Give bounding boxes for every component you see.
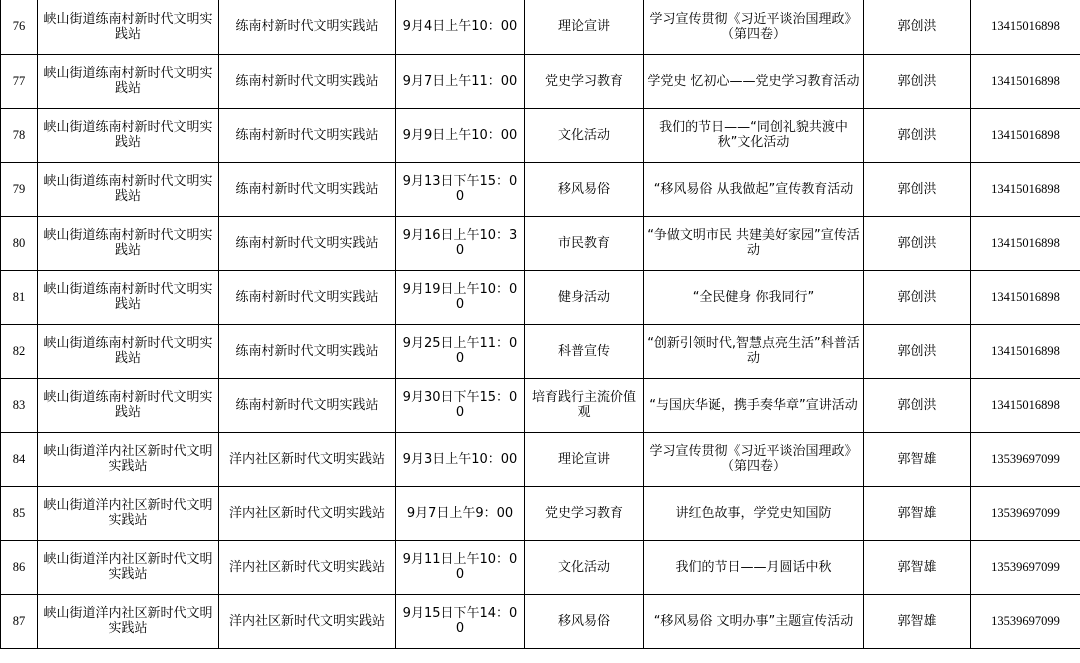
contact-cell: 郭创洪 <box>864 54 971 108</box>
table-row <box>1 486 1080 540</box>
category-cell: 培育践行主流价值观 <box>525 378 644 432</box>
station-cell: 练南村新时代文明实践站 <box>219 270 396 324</box>
contact-cell: 郭智雄 <box>864 432 971 486</box>
phone-cell: 13415016898 <box>971 108 1080 162</box>
street-station-cell: 峡山街道洋内社区新时代文明实践站 <box>38 594 219 648</box>
station-cell: 练南村新时代文明实践站 <box>219 108 396 162</box>
street-station-cell: 峡山街道练南村新时代文明实践站 <box>38 378 219 432</box>
street-station-cell: 峡山街道练南村新时代文明实践站 <box>38 216 219 270</box>
contact-cell: 郭创洪 <box>864 0 971 54</box>
contact-cell: 郭智雄 <box>864 486 971 540</box>
street-station-cell: 峡山街道练南村新时代文明实践站 <box>38 162 219 216</box>
category-cell: 文化活动 <box>525 540 644 594</box>
row-number-cell: 79 <box>1 162 38 216</box>
phone-cell: 13539697099 <box>971 486 1080 540</box>
table-row <box>1 216 1080 270</box>
category-cell: 理论宣讲 <box>525 0 644 54</box>
table-row <box>1 324 1080 378</box>
category-cell: 党史学习教育 <box>525 54 644 108</box>
row-number-cell: 80 <box>1 216 38 270</box>
category-cell: 科普宣传 <box>525 324 644 378</box>
table-row <box>1 378 1080 432</box>
time-cell: 9月25日上午11：00 <box>396 324 525 378</box>
station-cell: 洋内社区新时代文明实践站 <box>219 540 396 594</box>
time-cell: 9月11日上午10：00 <box>396 540 525 594</box>
row-number-cell: 78 <box>1 108 38 162</box>
activity-cell: “创新引领时代,智慧点亮生活”科普活动 <box>644 324 864 378</box>
time-cell: 9月7日上午9：00 <box>396 486 525 540</box>
activity-cell: “与国庆华诞，携手奏华章”宣讲活动 <box>644 378 864 432</box>
table-row <box>1 108 1080 162</box>
time-cell: 9月3日上午10：00 <box>396 432 525 486</box>
phone-cell: 13415016898 <box>971 324 1080 378</box>
table-row <box>1 270 1080 324</box>
table-body <box>1 0 1080 648</box>
activity-cell: “争做文明市民 共建美好家园”宣传活动 <box>644 216 864 270</box>
category-cell: 健身活动 <box>525 270 644 324</box>
activity-cell: 学党史 忆初心——党史学习教育活动 <box>644 54 864 108</box>
row-number-cell: 83 <box>1 378 38 432</box>
activity-cell: 学习宣传贯彻《习近平谈治国理政》（第四卷） <box>644 0 864 54</box>
time-cell: 9月7日上午11：00 <box>396 54 525 108</box>
time-cell: 9月16日上午10：30 <box>396 216 525 270</box>
street-station-cell: 峡山街道练南村新时代文明实践站 <box>38 54 219 108</box>
category-cell: 移风易俗 <box>525 594 644 648</box>
activity-cell: 我们的节日——月圆话中秋 <box>644 540 864 594</box>
street-station-cell: 峡山街道洋内社区新时代文明实践站 <box>38 486 219 540</box>
row-number-cell: 87 <box>1 594 38 648</box>
phone-cell: 13415016898 <box>971 162 1080 216</box>
activity-cell: 讲红色故事，学党史知国防 <box>644 486 864 540</box>
station-cell: 练南村新时代文明实践站 <box>219 378 396 432</box>
time-cell: 9月4日上午10：00 <box>396 0 525 54</box>
street-station-cell: 峡山街道洋内社区新时代文明实践站 <box>38 432 219 486</box>
activity-cell: “全民健身 你我同行” <box>644 270 864 324</box>
contact-cell: 郭创洪 <box>864 216 971 270</box>
category-cell: 移风易俗 <box>525 162 644 216</box>
station-cell: 练南村新时代文明实践站 <box>219 54 396 108</box>
table-row <box>1 540 1080 594</box>
station-cell: 洋内社区新时代文明实践站 <box>219 486 396 540</box>
contact-cell: 郭创洪 <box>864 108 971 162</box>
activity-cell: 我们的节日——“同创礼貌共渡中秋”文化活动 <box>644 108 864 162</box>
time-cell: 9月30日下午15：00 <box>396 378 525 432</box>
row-number-cell: 84 <box>1 432 38 486</box>
activity-cell: “移风易俗 文明办事”主题宣传活动 <box>644 594 864 648</box>
time-cell: 9月15日下午14：00 <box>396 594 525 648</box>
category-cell: 理论宣讲 <box>525 432 644 486</box>
station-cell: 练南村新时代文明实践站 <box>219 0 396 54</box>
contact-cell: 郭创洪 <box>864 270 971 324</box>
time-cell: 9月19日上午10：00 <box>396 270 525 324</box>
table-row <box>1 162 1080 216</box>
phone-cell: 13539697099 <box>971 594 1080 648</box>
station-cell: 洋内社区新时代文明实践站 <box>219 432 396 486</box>
street-station-cell: 峡山街道练南村新时代文明实践站 <box>38 324 219 378</box>
station-cell: 练南村新时代文明实践站 <box>219 216 396 270</box>
time-cell: 9月13日下午15：00 <box>396 162 525 216</box>
street-station-cell: 峡山街道练南村新时代文明实践站 <box>38 270 219 324</box>
contact-cell: 郭智雄 <box>864 540 971 594</box>
street-station-cell: 峡山街道练南村新时代文明实践站 <box>38 108 219 162</box>
row-number-cell: 76 <box>1 0 38 54</box>
contact-cell: 郭创洪 <box>864 324 971 378</box>
station-cell: 练南村新时代文明实践站 <box>219 324 396 378</box>
row-number-cell: 85 <box>1 486 38 540</box>
category-cell: 文化活动 <box>525 108 644 162</box>
phone-cell: 13415016898 <box>971 216 1080 270</box>
phone-cell: 13539697099 <box>971 540 1080 594</box>
street-station-cell: 峡山街道洋内社区新时代文明实践站 <box>38 540 219 594</box>
contact-cell: 郭智雄 <box>864 594 971 648</box>
phone-cell: 13415016898 <box>971 54 1080 108</box>
phone-cell: 13415016898 <box>971 378 1080 432</box>
station-cell: 洋内社区新时代文明实践站 <box>219 594 396 648</box>
activity-cell: 学习宣传贯彻《习近平谈治国理政》（第四卷） <box>644 432 864 486</box>
time-cell: 9月9日上午10：00 <box>396 108 525 162</box>
category-cell: 党史学习教育 <box>525 486 644 540</box>
station-cell: 练南村新时代文明实践站 <box>219 162 396 216</box>
phone-cell: 13415016898 <box>971 0 1080 54</box>
phone-cell: 13539697099 <box>971 432 1080 486</box>
row-number-cell: 86 <box>1 540 38 594</box>
table-row <box>1 432 1080 486</box>
table-row <box>1 0 1080 54</box>
table-row <box>1 594 1080 648</box>
phone-cell: 13415016898 <box>971 270 1080 324</box>
row-number-cell: 82 <box>1 324 38 378</box>
contact-cell: 郭创洪 <box>864 378 971 432</box>
row-number-cell: 81 <box>1 270 38 324</box>
table-row <box>1 54 1080 108</box>
activity-cell: “移风易俗 从我做起”宣传教育活动 <box>644 162 864 216</box>
category-cell: 市民教育 <box>525 216 644 270</box>
row-number-cell: 77 <box>1 54 38 108</box>
contact-cell: 郭创洪 <box>864 162 971 216</box>
street-station-cell: 峡山街道练南村新时代文明实践站 <box>38 0 219 54</box>
